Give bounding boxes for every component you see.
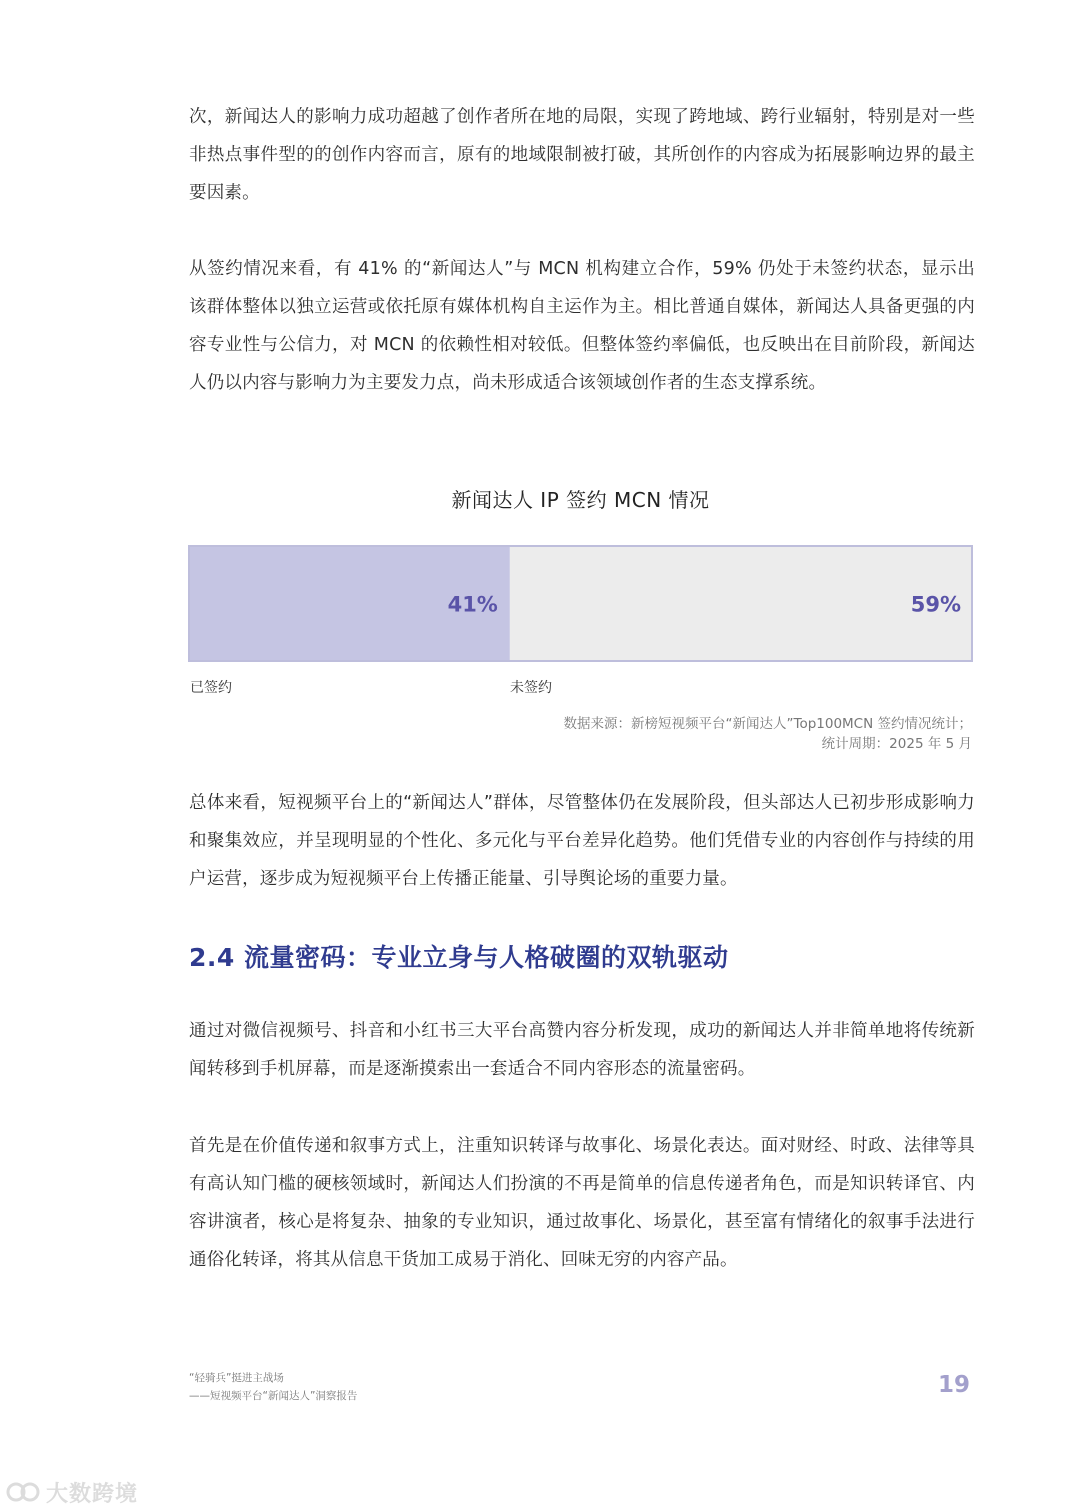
page-number: 19 [937,1372,970,1398]
chart-title: 新闻达人 IP 签约 MCN 情况 [451,488,710,512]
paragraph-summary: 总体来看，短视频平台上的“新闻达人”群体，尽管整体仍在发展阶段，但头部达人已初步形成影响力和聚集效应，并呈现明显的个性化、多元化与平台差异化趋势。他们凭借专业的内容创作与持续的用户运营，逐步成为短视频平台上传播正能量、引导舆论场的重要力量。 [189,793,975,889]
paragraph-continuation: 次，新闻达人的影响力成功超越了创作者所在地的局限，实现了跨地域、跨行业辐射，特别是对一些非热点事件型的的创作内容而言，原有的地域限制被打破，其所创作的内容成为拓展影响边界的最主要因素。 [189,107,975,203]
period-line: 统计周期：2025 年 5 月 [821,736,972,752]
logo-icon [6,1477,42,1507]
paragraph-traffic-code: 通过对微信视频号、抖音和小红书三大平台高赞内容分析发现，成功的新闻达人并非简单地将传统新闻转移到手机屏幕，而是逐渐摸索出一套适合不同内容形态的流量密码。 [189,1021,975,1079]
bar-segment-1 [510,545,973,662]
bar-value-label-1: 59% [910,592,961,617]
footer-line1: “轻骑兵”挺进主战场 [189,1372,284,1384]
footer-line2: ——短视频平台“新闻达人”洞察报告 [189,1390,358,1402]
source-line: 数据来源：新榜短视频平台“新闻达人”Top100MCN 签约情况统计； [563,716,972,732]
watermark [6,1474,138,1510]
footer-report-title [189,1369,357,1405]
chart-source-note [564,714,973,754]
signing-bar-chart [188,545,973,662]
category-label-unsigned: 未签约 [510,680,552,696]
watermark-text: 大数跨境 [46,1481,139,1507]
paragraph-signing-status: 从签约情况来看，有 41% 的“新闻达人”与 MCN 机构建立合作，59% 仍处于未签约状态，显示出该群体整体以独立运营或依托原有媒体机构自主运作为主。相比普通自媒体，新闻达人具备更强的内容专业性与公信力，对 MCN 的依赖性相对较低。但整体签约率偏低，也反映出在目前阶段，新闻达人仍以内容与影响力为主要发力点，尚未形成适合该领域创作者的生态支撑系统。 [189,259,975,393]
section-heading: 2.4 流量密码：专业立身与人格破圈的双轨驱动 [189,943,729,972]
paragraph-value-narrative: 首先是在价值传递和叙事方式上，注重知识转译与故事化、场景化表达。面对财经、时政、法律等具有高认知门槛的硬核领域时，新闻达人们扮演的不再是简单的信息传递者角色，而是知识转译官、内容讲演者，核心是将复杂、抽象的专业知识，通过故事化、场景化，甚至富有情绪化的叙事手法进行通俗化转译，将其从信息干货加工成易于消化、回味无穷的内容产品。 [189,1136,975,1270]
bar-value-label-0: 41% [447,592,498,617]
category-label-signed: 已签约 [190,680,232,696]
